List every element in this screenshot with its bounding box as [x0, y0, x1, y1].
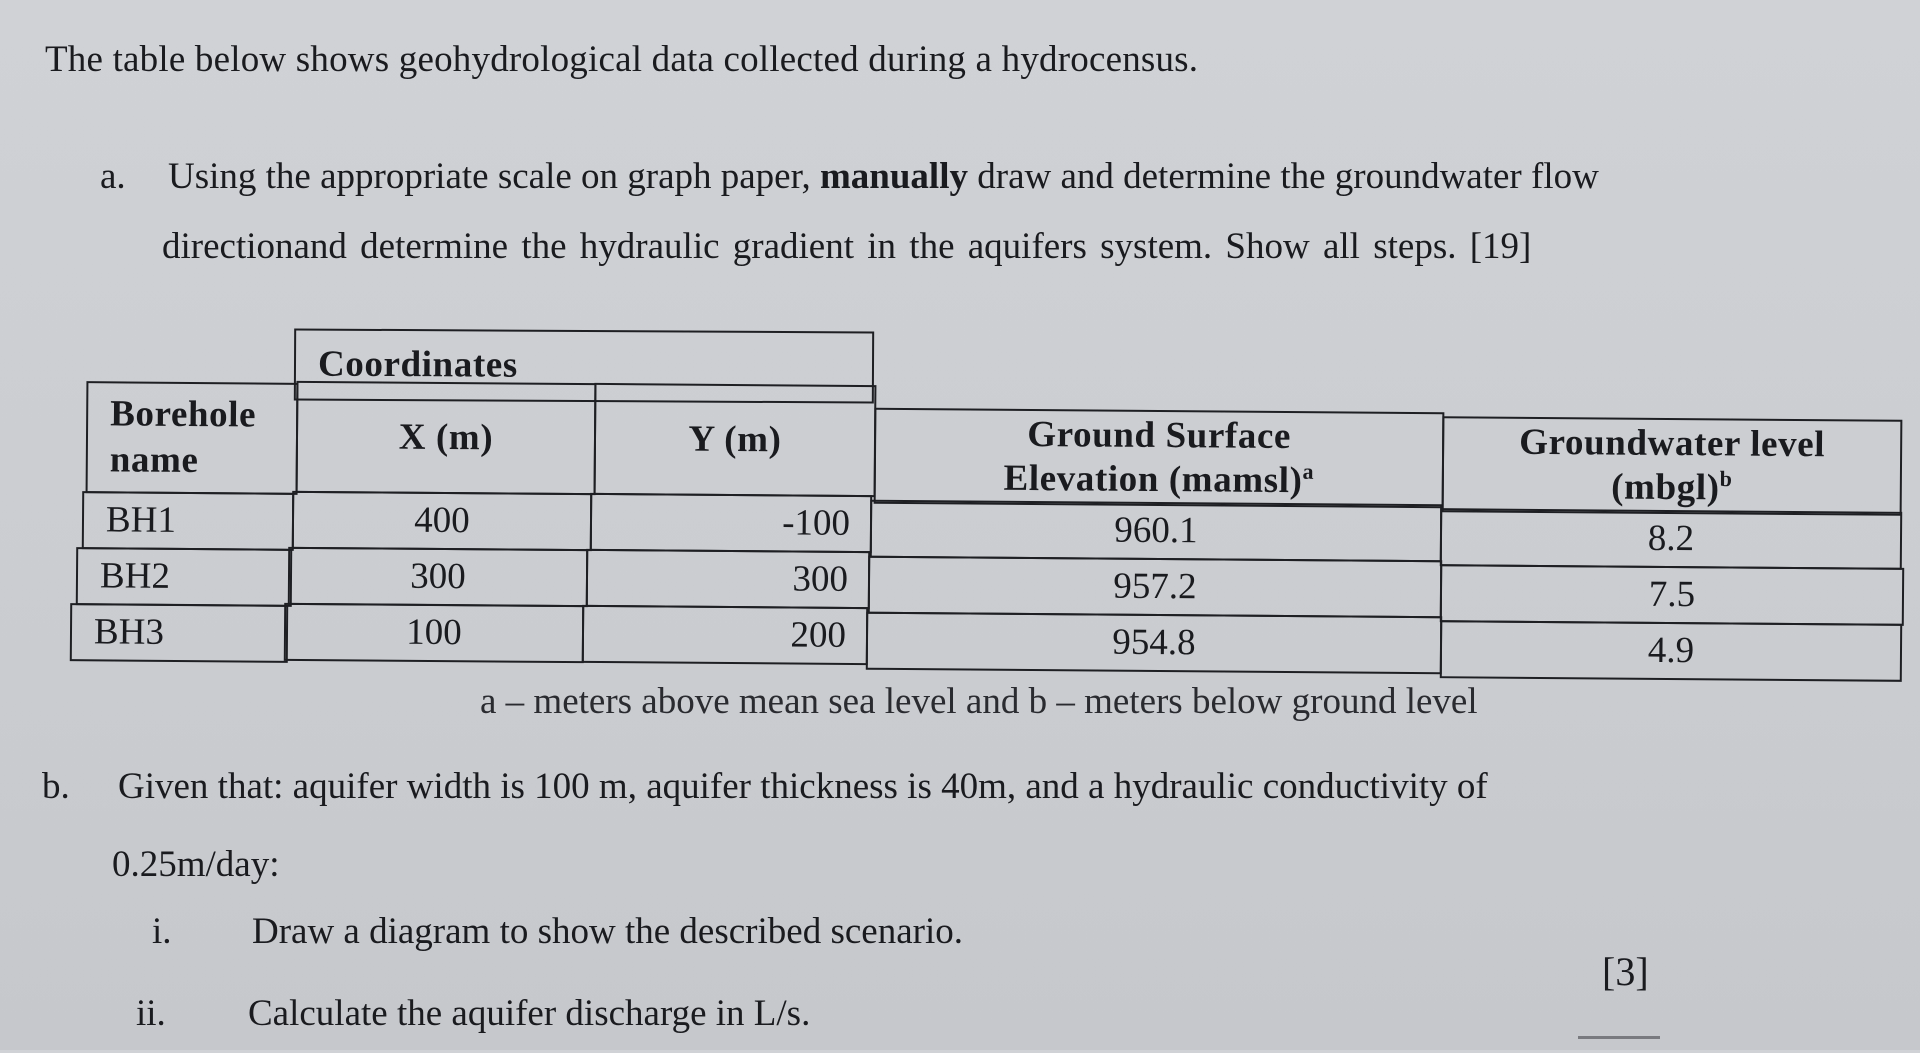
header-ground-elevation-label-superscript: a: [1302, 458, 1315, 484]
question-b-line1: Given that: aquifer width is 100 m, aquifer thickness is 40m, and a hydraulic conductivity of: [118, 766, 1488, 807]
row-bh2-x: 300: [288, 547, 588, 607]
borehole-data-table: [68, 330, 1903, 700]
header-x: X (m): [296, 381, 597, 495]
subquestion-ii-number: ii.: [136, 993, 166, 1034]
header-borehole-name: Borehole name: [86, 381, 299, 495]
question-a-text-end: draw and determine the groundwater flow: [968, 156, 1599, 197]
question-a-text-start: Using the appropriate scale on graph paper,: [168, 156, 820, 197]
row-bh3-groundwater: 4.9: [1440, 620, 1902, 682]
question-a-marker: a.: [100, 156, 126, 197]
header-ground-elevation-label: Ground Surface Elevation (mamsl)$^a$: [1003, 413, 1315, 502]
row-bh1-name: BH1: [82, 491, 294, 551]
row-bh3-y: 200: [582, 605, 868, 665]
table-footnote: a – meters above mean sea level and b – meters below ground level: [480, 681, 1478, 722]
row-bh3-x: 100: [284, 603, 584, 663]
header-groundwater-level-label-superscript: b: [1719, 466, 1733, 492]
row-bh2-y: 300: [586, 549, 870, 609]
row-bh1-elevation: 960.1: [870, 500, 1442, 562]
subquestion-i-text: Draw a diagram to show the described scenario.: [252, 911, 963, 952]
question-b-line2: 0.25m/day:: [112, 844, 280, 885]
question-a-line2: directionand determine the hydraulic gradient in the aquifers system. Show all steps. [19]: [162, 226, 1532, 267]
question-a-bold-word: manually: [819, 156, 968, 197]
marks-label: [3]: [1602, 949, 1649, 994]
question-a-line1: [168, 142, 1858, 212]
subquestion-ii-text: Calculate the aquifer discharge in L/s.: [248, 993, 811, 1034]
row-bh1-x: 400: [292, 491, 592, 551]
row-bh3-name: BH3: [70, 603, 288, 663]
row-bh1-y: -100: [590, 493, 872, 553]
intro-text: The table below shows geohydrological data collected during a hydrocensus.: [45, 39, 1199, 80]
header-y: Y (m): [594, 383, 877, 497]
question-b-marker: b.: [42, 766, 70, 807]
row-bh2-elevation: 957.2: [868, 556, 1442, 619]
header-groundwater-level: [1442, 416, 1903, 516]
row-bh2-groundwater: 7.5: [1440, 564, 1904, 626]
header-ground-elevation: [874, 408, 1445, 508]
subquestion-i-number: i.: [152, 911, 172, 952]
question-a-body: [162, 142, 1858, 282]
row-bh2-name: BH2: [76, 547, 292, 607]
header-groundwater-level-label: Groundwater level (mbgl)$^b$: [1519, 421, 1826, 509]
cropped-marks-bracket: [1578, 1036, 1660, 1053]
coordinates-group-header: Coordinates: [294, 328, 874, 403]
row-bh1-groundwater: 8.2: [1440, 508, 1902, 570]
row-bh3-elevation: 954.8: [866, 612, 1442, 675]
question-b-body: [112, 748, 1878, 904]
